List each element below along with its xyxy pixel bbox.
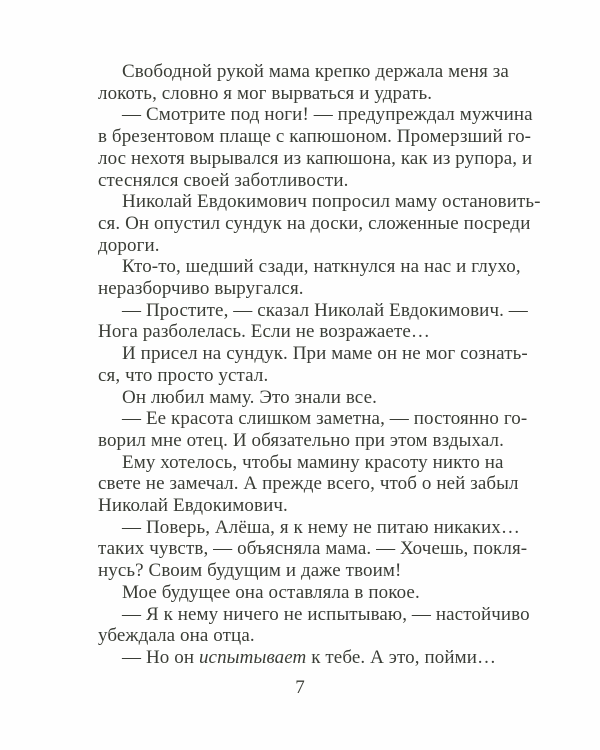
text-line: — Я к нему ничего не испытываю, — настойчиво — [122, 604, 530, 625]
text-line: стеснялся своей заботливости. — [98, 170, 349, 191]
text-fragment: к тебе. А это, пойми… — [306, 647, 497, 668]
text-line-emphasis — [122, 646, 501, 670]
text-line: Мое будущее она оставляла в покое. — [122, 582, 420, 603]
text-line: Нога разболелась. Если не возражаете… — [98, 321, 430, 342]
text-line: — Поверь, Алёша, я к нему не питаю никаких… — [122, 517, 520, 538]
text-line: таких чувств, — объясняла мама. — Хочешь, покля- — [98, 538, 528, 559]
text-line: Он любил маму. Это знали все. — [122, 387, 377, 408]
text-line: — Смотрите под ноги! — предупреждал мужчина — [122, 104, 533, 125]
text-line: в брезентовом плаще с капюшоном. Промерзший го- — [98, 126, 532, 147]
text-line: локоть, словно я мог вырваться и удрать. — [98, 83, 433, 104]
text-fragment: — Но он — [122, 647, 199, 668]
page-number: 7 — [295, 677, 305, 698]
text-line: Свободной рукой мама крепко держала меня за — [122, 61, 509, 82]
text-line: ся. Он опустил сундук на доски, сложенные посреди — [98, 213, 531, 234]
italic-emphasis: испытывает — [198, 647, 307, 668]
text-line: ворил мне отец. И обязательно при этом вздыхал. — [98, 430, 504, 451]
text-line: свете не замечал. А прежде всего, чтоб о ней забыл — [98, 473, 519, 494]
text-line: убеждала она отца. — [98, 625, 255, 646]
text-line: — Ее красота слишком заметна, — постоянно го- — [122, 408, 528, 429]
text-line: Кто-то, шедший сзади, наткнулся на нас и глухо, — [122, 256, 521, 277]
text-line: Николай Евдокимович попросил маму остановить- — [122, 191, 541, 212]
text-line: неразборчиво выругался. — [98, 278, 304, 299]
text-line: дороги. — [98, 235, 160, 256]
text-line: Ему хотелось, чтобы мамину красоту никто на — [122, 452, 504, 473]
text-line: Николай Евдокимович. — [98, 495, 288, 516]
text-line: И присел на сундук. При маме он не мог сознать- — [122, 343, 528, 364]
text-line: лос нехотя вырывался из капюшона, как из рупора, и — [98, 148, 533, 169]
text-line: нусь? Своим будущим и даже твоим! — [98, 560, 402, 581]
text-line: — Простите, — сказал Николай Евдокимович. — — [122, 300, 528, 321]
text-line: ся, что просто устал. — [98, 365, 269, 386]
